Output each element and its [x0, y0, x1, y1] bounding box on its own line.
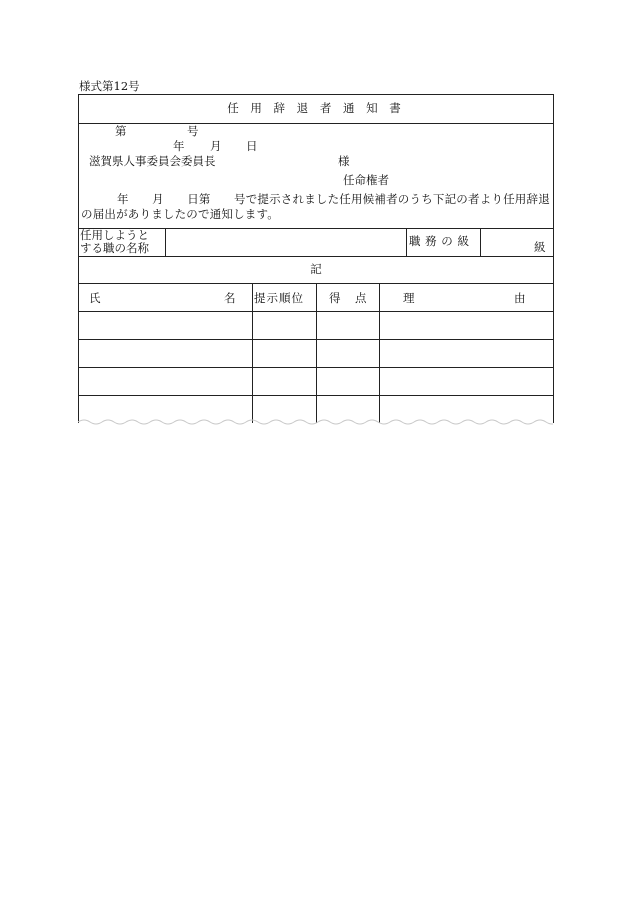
row-divider — [79, 311, 553, 312]
ki-label: 記 — [310, 262, 322, 276]
header-rank: 提示順位 — [254, 291, 304, 305]
honorific: 様 — [338, 154, 350, 168]
row-divider — [79, 395, 553, 396]
divider — [79, 256, 553, 257]
column-divider — [379, 283, 380, 423]
column-divider — [316, 283, 317, 423]
divider — [79, 228, 553, 229]
form-title: 任 用 辞 退 者 通 知 書 — [227, 101, 405, 115]
date-day: 日 — [246, 139, 258, 153]
number-suffix: 号 — [187, 124, 199, 138]
position-label-line2: する職の名称 — [80, 241, 149, 255]
position-label-line1: 任用しようと — [80, 228, 149, 242]
row-divider — [79, 367, 553, 368]
date-month: 月 — [210, 139, 222, 153]
notice-body-text: 年 月 日第 号で提示されました任用候補者のうち下記の者より任用辞退の届出がありましたので通知します。 — [81, 192, 550, 221]
grade-label: 職 務 の 級 — [409, 234, 470, 248]
torn-edge — [78, 418, 553, 426]
grade-suffix: 級 — [534, 240, 546, 254]
addressee: 滋賀県人事委員会委員長 — [89, 154, 216, 168]
header-reason-left: 理 — [403, 291, 415, 305]
number-prefix: 第 — [115, 124, 127, 138]
header-name-right: 名 — [224, 291, 236, 305]
date-year: 年 — [173, 139, 185, 153]
notice-form — [78, 94, 554, 423]
sender-label: 任命権者 — [343, 173, 389, 187]
divider — [406, 228, 407, 256]
divider — [165, 228, 166, 256]
divider — [79, 123, 553, 124]
header-reason-right: 由 — [514, 291, 526, 305]
header-score-right: 点 — [355, 291, 367, 305]
column-divider — [252, 283, 253, 423]
divider — [480, 228, 481, 256]
row-divider — [79, 339, 553, 340]
header-score-left: 得 — [329, 291, 341, 305]
header-name-left: 氏 — [89, 291, 101, 305]
form-number: 様式第12号 — [79, 79, 140, 93]
